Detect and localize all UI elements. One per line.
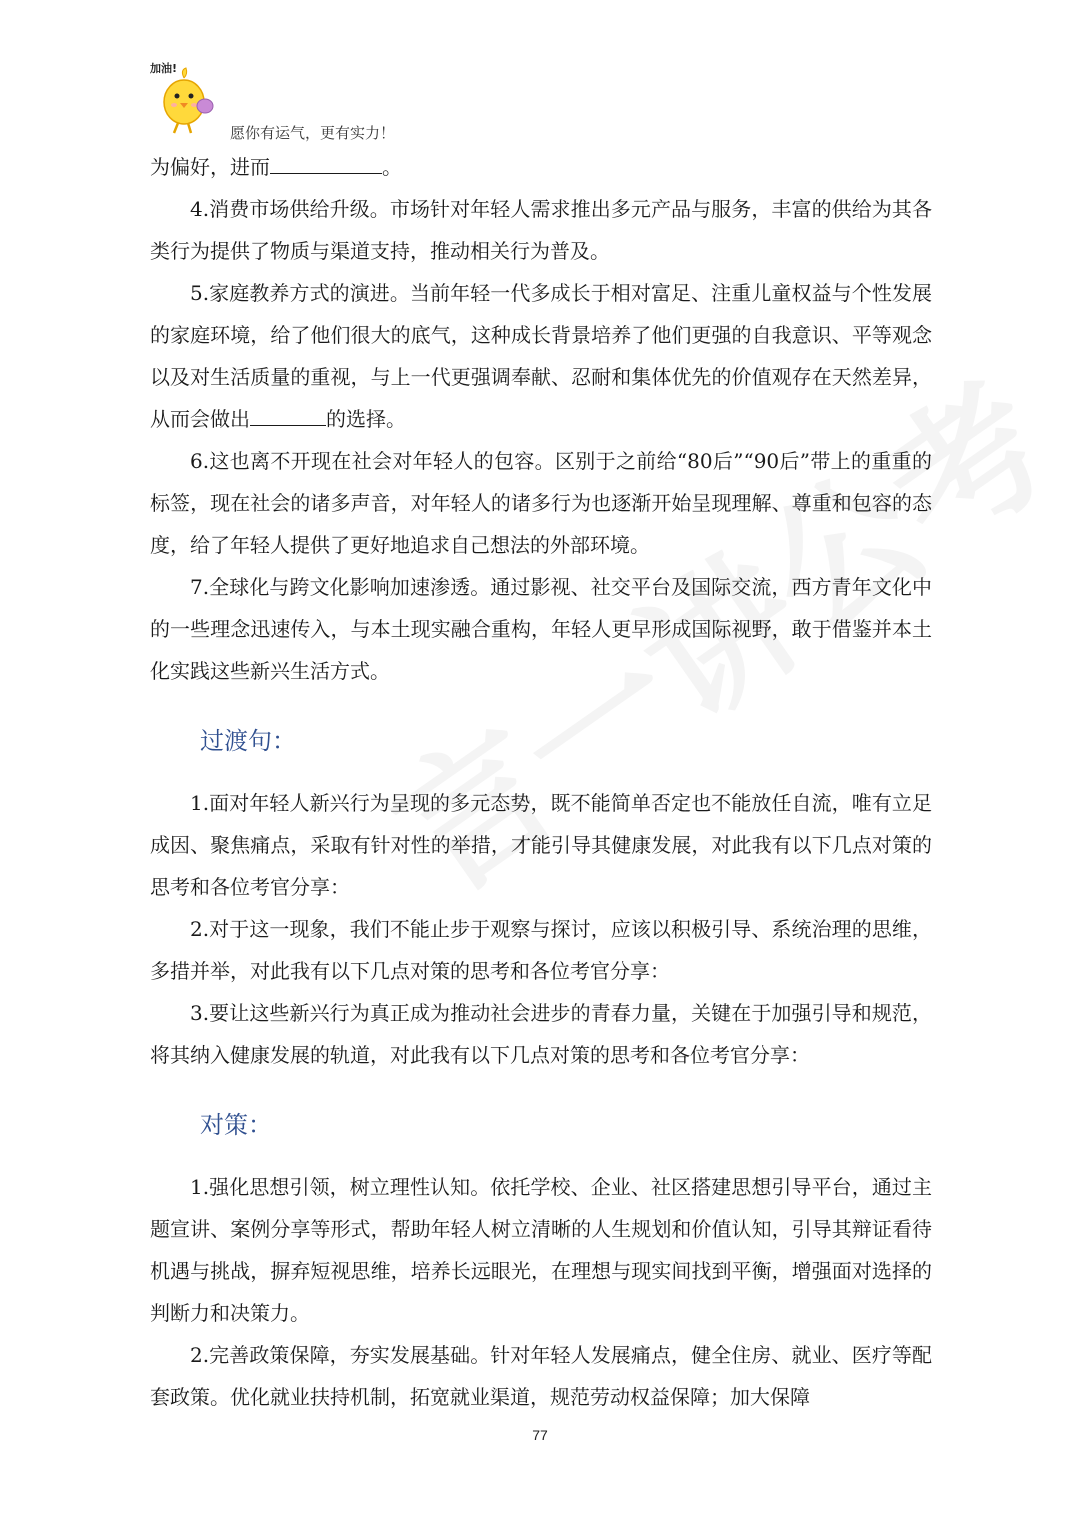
measure-item-2: 2.完善政策保障，夯实发展基础。针对年轻人发展痛点，健全住房、就业、医疗等配套政策。优化就业扶持机制，拓宽就业渠道，规范劳动权益保障；加大保障	[150, 1343, 932, 1409]
section-heading-transition: 过渡句：	[200, 727, 296, 755]
paragraph-6: 6.这也离不开现在社会对年轻人的包容。区别于之前给“80后”“90后”带上的重重的标签，现在社会的诸多声音，对年轻人的诸多行为也逐渐开始呈现理解、尊重和包容的态度，给了年轻人提供了更好地追求自己想法的外部环境。	[150, 449, 932, 557]
chick-mascot-icon	[148, 58, 218, 138]
header-motto: 愿你有运气，更有实力！	[230, 124, 396, 142]
page-number: 77	[532, 1427, 548, 1443]
page-header	[148, 58, 548, 148]
paragraph-7: 7.全球化与跨文化影响加速渗透。通过影视、社交平台及国际交流，西方青年文化中的一些理念迅速传入，与本土现实融合重构，年轻人更早形成国际视野，敢于借鉴并本土化实践这些新兴生活方式。	[150, 575, 932, 683]
section-heading-measures: 对策：	[200, 1111, 272, 1139]
mascot-badge-text: 加油!	[150, 62, 178, 75]
page-content	[150, 146, 932, 1418]
transition-item-1: 1.面对年轻人新兴行为呈现的多元态势，既不能简单否定也不能放任自流，唯有立足成因、聚焦痛点，采取有针对性的举措，才能引导其健康发展，对此我有以下几点对策的思考和各位考官分享：	[150, 791, 932, 899]
transition-item-3: 3.要让这些新兴行为真正成为推动社会进步的青春力量，关键在于加强引导和规范，将其纳入健康发展的轨道，对此我有以下几点对策的思考和各位考官分享：	[150, 1001, 932, 1067]
paragraph-5: 5.家庭教养方式的演进。当前年轻一代多成长于相对富足、注重儿童权益与个性发展的家庭环境，给了他们很大的底气，这种成长背景培养了他们更强的自我意识、平等观念以及对生活质量的重视，与上一代更强调奉献、忍耐和集体优先的价值观存在天然差异，从而会做出 的选择。	[150, 281, 932, 431]
fill-in-blank	[250, 403, 326, 426]
transition-item-2: 2.对于这一现象，我们不能止步于观察与探讨，应该以积极引导、系统治理的思维，多措并举，对此我有以下几点对策的思考和各位考官分享：	[150, 917, 932, 983]
paragraph-continuation: 为偏好，进而 。	[150, 146, 932, 188]
measure-item-1: 1.强化思想引领，树立理性认知。依托学校、企业、社区搭建思想引导平台，通过主题宣讲、案例分享等形式，帮助年轻人树立清晰的人生规划和价值认知，引导其辩证看待机遇与挑战，摒弃短视思维，培养长远眼光，在理想与现实间找到平衡，增强面对选择的判断力和决策力。	[150, 1175, 932, 1325]
fill-in-blank	[270, 151, 382, 174]
paragraph-4: 4.消费市场供给升级。市场针对年轻人需求推出多元产品与服务，丰富的供给为其各类行为提供了物质与渠道支持，推动相关行为普及。	[150, 197, 932, 263]
